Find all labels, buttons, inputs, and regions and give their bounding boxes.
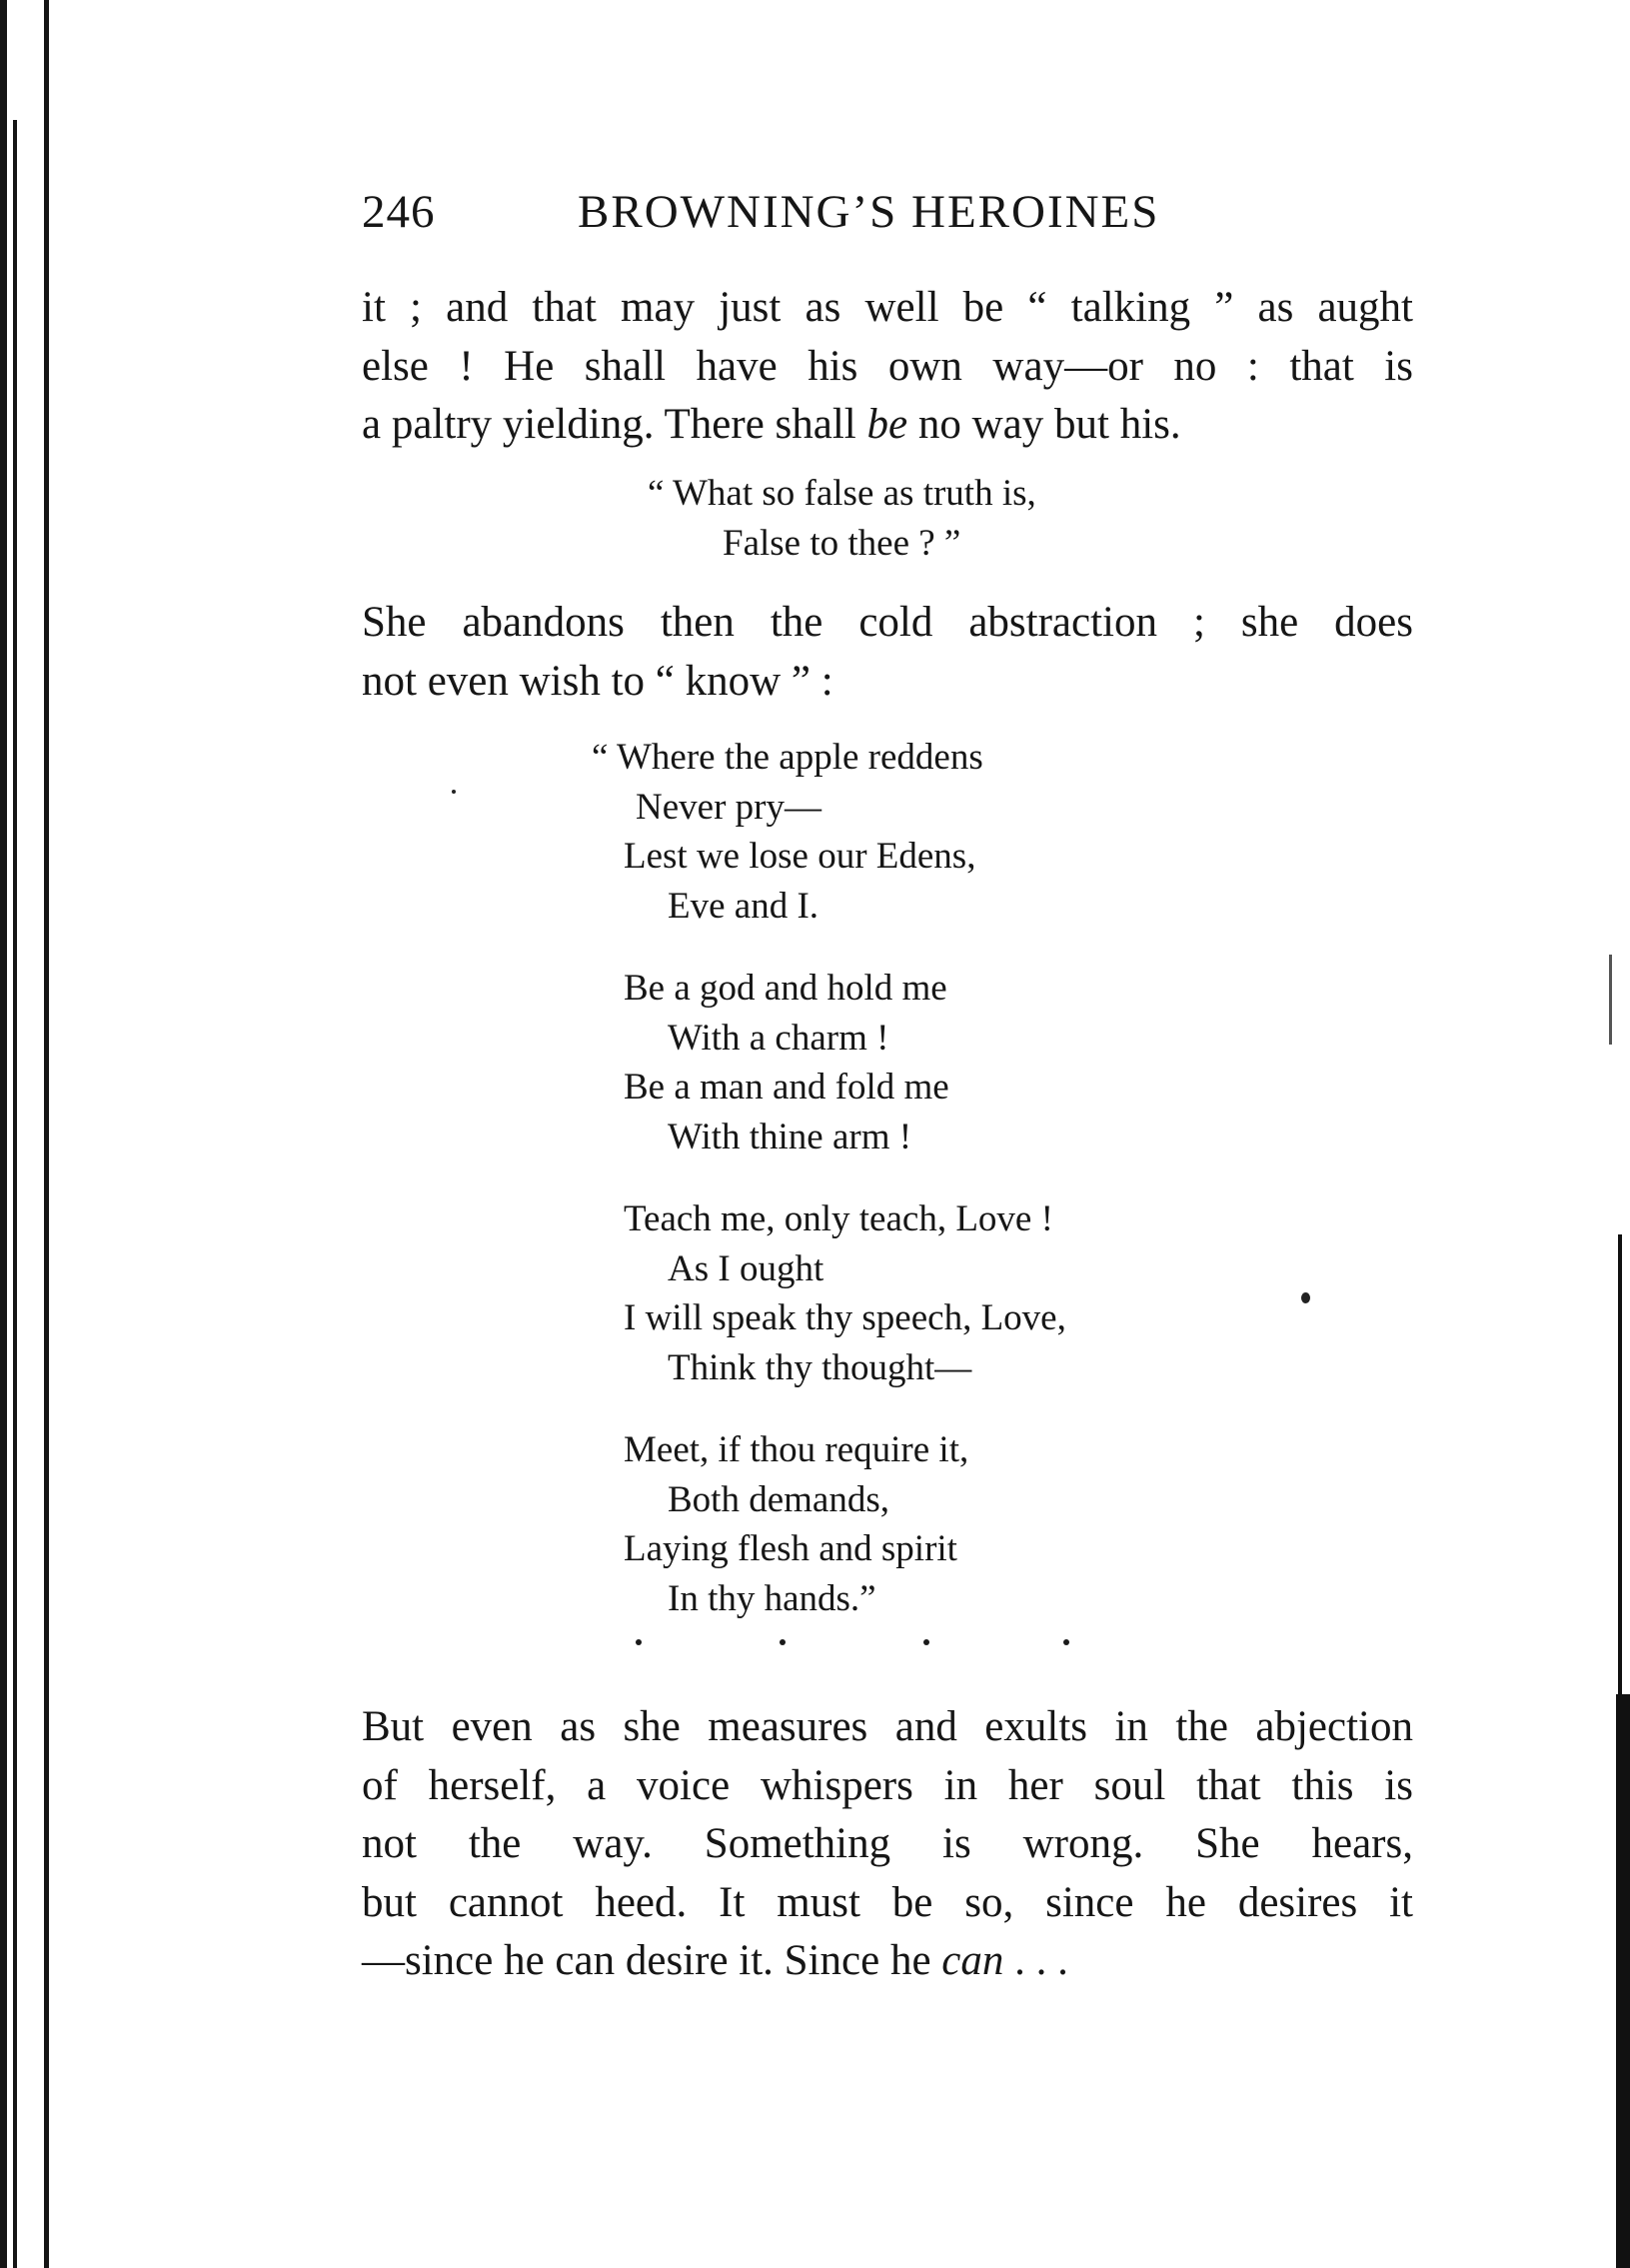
paragraph-1 — [362, 279, 1413, 455]
text-line: not even wish to “ know ” : — [362, 657, 833, 705]
verse-line: Lest we lose our Edens, — [624, 836, 976, 877]
separator-dot — [923, 1639, 929, 1645]
poem-stanza — [592, 733, 1066, 931]
ink-speck — [452, 790, 456, 794]
running-title: BROWNING’S HEROINES — [578, 186, 1160, 238]
text-line — [362, 1932, 1413, 1991]
scan-edge-left — [0, 0, 56, 2268]
text-line: She abandons then the cold abstraction ; she does — [362, 599, 1413, 646]
text-line — [362, 396, 1413, 455]
text-run: . . . — [1003, 1937, 1068, 1984]
verse-line: “ What so false as truth is, — [648, 473, 1036, 514]
text-run: no way but his. — [907, 401, 1181, 448]
verse-line: As I ought — [668, 1247, 824, 1289]
verse-line: Both demands, — [668, 1478, 889, 1520]
verse-line: With a charm ! — [668, 1017, 889, 1059]
emphasis-text: can — [941, 1937, 1004, 1984]
page-number: 246 — [362, 186, 436, 238]
poem — [592, 733, 1066, 1623]
separator-dot — [780, 1639, 786, 1645]
verse-line: Teach me, only teach, Love ! — [624, 1198, 1053, 1239]
verse-line: Laying flesh and spirit — [624, 1528, 957, 1569]
verse-line: False to thee ? ” — [723, 522, 961, 564]
verse-line: Never pry— — [636, 786, 821, 828]
scan-edge-right — [1590, 0, 1630, 2268]
text-line: of herself, a voice whispers in her soul that this is — [362, 1761, 1413, 1809]
verse-line: Be a man and fold me — [624, 1067, 949, 1108]
paragraph-3 — [362, 1698, 1413, 1991]
verse-line: In thy hands.” — [668, 1577, 876, 1619]
ellipsis-separator — [636, 1639, 1075, 1655]
verse-line: Meet, if thou require it, — [624, 1429, 969, 1470]
verse-line: Be a god and hold me — [624, 968, 947, 1009]
poem-stanza — [592, 964, 1066, 1161]
emphasis-text: be — [866, 401, 908, 448]
verse-line: With thine arm ! — [668, 1116, 912, 1157]
quote-1 — [648, 469, 1036, 568]
verse-line: Eve and I. — [668, 885, 819, 927]
text-run: a paltry yielding. There shall — [362, 401, 867, 448]
text-run: —since he can desire it. Since he — [362, 1937, 942, 1984]
text-line: But even as she measures and exults in the abjection — [362, 1703, 1413, 1750]
text-line: not the way. Something is wrong. She hears, — [362, 1820, 1413, 1867]
poem-stanza — [592, 1425, 1066, 1623]
text-line: but cannot heed. It must be so, since he desires it — [362, 1878, 1413, 1926]
separator-dot — [636, 1639, 642, 1645]
ink-speck — [1301, 1292, 1310, 1303]
text-line: it ; and that may just as well be “ talking ” as aught — [362, 284, 1413, 331]
verse-line: “ Where the apple reddens — [592, 737, 983, 778]
text-line: else ! He shall have his own way—or no : that is — [362, 342, 1413, 390]
separator-dot — [1063, 1639, 1069, 1645]
poem-stanza — [592, 1194, 1066, 1392]
paragraph-2 — [362, 594, 1413, 711]
verse-line: Think thy thought— — [668, 1346, 972, 1388]
verse-line: I will speak thy speech, Love, — [624, 1297, 1066, 1338]
